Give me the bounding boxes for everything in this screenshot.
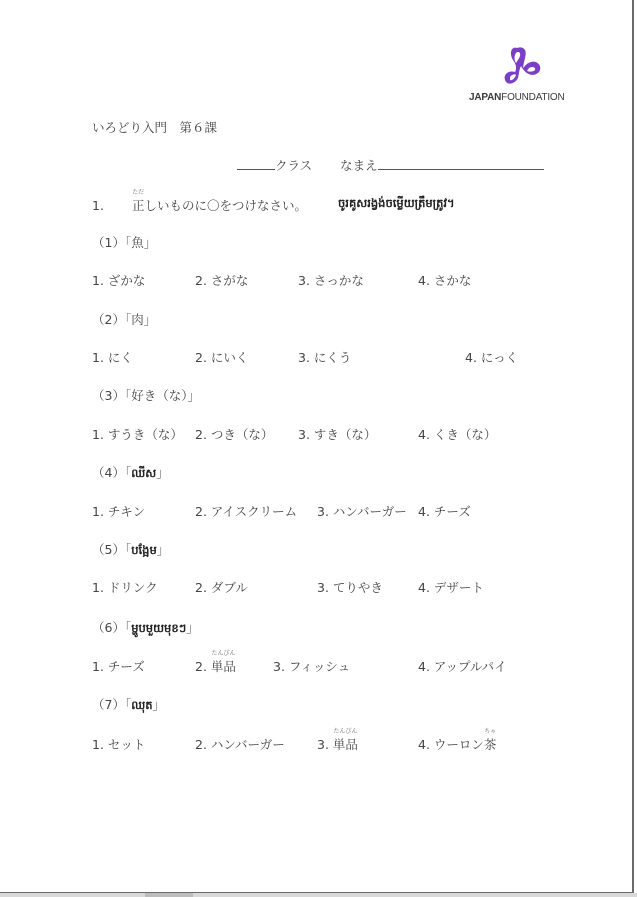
instruction (92, 189, 307, 214)
question-label-5-khmer: បង្អែម (131, 543, 157, 557)
option-2-3[interactable]: 3. にくう (298, 350, 352, 365)
option-1-3[interactable]: 3. さっかな (298, 273, 364, 288)
question-label-6: （6）「ម្ហូបមួយមុខៗ」 (92, 620, 199, 635)
option-7-3[interactable]: 3. たんぴん 単品 (317, 728, 358, 752)
option-2-4[interactable]: 4. にっく (465, 350, 519, 365)
option-4-1[interactable]: 1. チキン (92, 504, 146, 519)
question-label-4: （4）「ឈីស」 (92, 465, 169, 480)
question-label-2: （2）「肉」 (92, 312, 157, 327)
question-label-6-khmer: ម្ហូបមួយមុខៗ (131, 621, 187, 635)
option-2-1[interactable]: 1. にく (92, 350, 133, 365)
question-label-5: （5）「បង្អែម」 (92, 542, 170, 557)
class-name-line (237, 156, 544, 174)
instruction-number: 1. (92, 198, 104, 213)
option-5-4[interactable]: 4. デザート (418, 580, 484, 595)
option-1-2[interactable]: 2. さがな (195, 273, 249, 288)
option-3-3[interactable]: 3. すき（な） (298, 427, 377, 442)
option-6-2-ruby: たんぴん (211, 650, 236, 657)
option-3-2[interactable]: 2. つき（な） (195, 427, 274, 442)
option-7-1[interactable]: 1. セット (92, 737, 146, 752)
option-6-2[interactable]: 2. たんぴん 単品 (195, 650, 236, 674)
scroll-tab (145, 893, 193, 897)
option-4-4[interactable]: 4. チーズ (418, 504, 471, 519)
class-blank[interactable] (237, 157, 275, 170)
logo-text: JAPANFOUNDATION (469, 92, 565, 103)
option-7-4-ruby: ちゃ (484, 728, 497, 735)
doc-title: いろどり入門 第６課 (92, 120, 218, 135)
japan-foundation-logo (463, 44, 565, 106)
butterfly-icon (499, 44, 545, 90)
option-6-1[interactable]: 1. チーズ (92, 659, 145, 674)
option-1-1[interactable]: 1. ざかな (92, 273, 146, 288)
question-label-1: （1）「魚」 (92, 235, 157, 250)
option-2-2[interactable]: 2. にいく (195, 350, 249, 365)
option-5-1[interactable]: 1. ドリンク (92, 580, 158, 595)
option-4-3[interactable]: 3. ハンバーガー (317, 504, 407, 519)
class-label: クラス (275, 158, 313, 173)
option-7-3-ruby: たんぴん (333, 728, 358, 735)
option-7-2[interactable]: 2. ハンバーガー (195, 737, 285, 752)
option-7-4[interactable]: 4. ウーロン ちゃ 茶 (418, 728, 497, 752)
option-5-3[interactable]: 3. てりやき (317, 580, 383, 595)
option-5-2[interactable]: 2. ダブル (195, 580, 248, 595)
option-6-3[interactable]: 3. フィッシュ (273, 659, 351, 674)
instruction-text: しいものに〇をつけなさい。 (144, 198, 307, 213)
option-4-2[interactable]: 2. アイスクリーム (195, 504, 298, 519)
option-1-4[interactable]: 4. さかな (418, 273, 472, 288)
instruction-ruby: ただ (132, 189, 145, 196)
instruction-kanji: ただ 正 (131, 189, 145, 213)
name-blank[interactable] (378, 157, 544, 170)
instruction-khmer: ចូរគូសរង្វង់ចម្លើយត្រឹមត្រូវ។ (338, 196, 455, 210)
option-6-4[interactable]: 4. アップルパイ (418, 659, 507, 674)
name-label: なまえ (340, 158, 378, 173)
option-3-1[interactable]: 1. すうき（な） (92, 427, 183, 442)
question-label-7-khmer: ឈុត (131, 698, 153, 712)
option-3-4[interactable]: 4. くき（な） (418, 427, 497, 442)
question-label-3: （3）「好き（な）」 (92, 388, 200, 403)
question-label-7: （7）「ឈុត」 (92, 697, 166, 712)
page-bottom-shadow (0, 893, 637, 897)
question-label-4-khmer: ឈីស (131, 466, 157, 480)
